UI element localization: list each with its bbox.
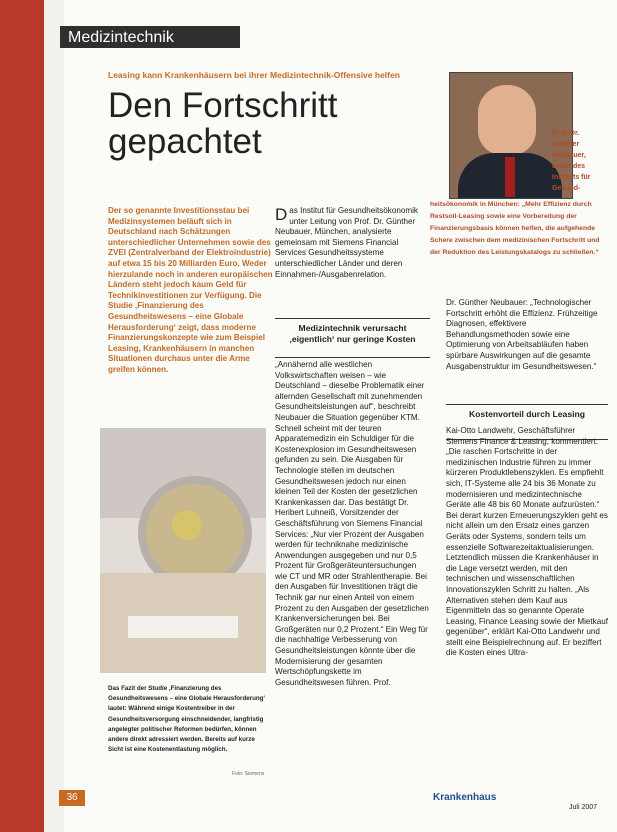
- column-2-subheading: Medizintechnik verursacht ‚eigentlich‘ nur geringe Kosten: [275, 318, 430, 358]
- column-2-opening: [275, 206, 430, 280]
- white-page-edge: [44, 0, 64, 832]
- portrait-tie: [505, 157, 515, 197]
- scanner-bore: [172, 510, 202, 540]
- column-3-body: Kai-Otto Landwehr, Geschäftsführer Siemens Finance & Leasing, kommentiert: „Die raschen Fortschritte in der medizinischen Industrie führen zu immer kürzeren Produktlebenszyklen. Es empfiehlt sich, IT-Systeme alle 24 bis 36 Monate zu modernisieren und medizintechnische Geräte alle 48 bis 60 Monate aufzurüsten.“ Bei derart kurzen Erneuerungszyklen geht es nicht allein um den Ersatz eines ganzen Geräts oder Systems, sondern teils um essenzielle Softwarezeitaktualisierungen. Letztendlich müssen die Krankenhäuser in die Lage versetzt werden, mit den technischen und wissenschaftlichen Innovationszyklen Schritt zu halten. „Als Alternativen stehen dem Kauf aus Eigenmitteln das so genannte Operate Leasing, Finance Leasing sowie der Mietkauf gegenüber“, erklärt Kai-Otto Landwehr und stellt eine Beispielrechnung auf. Er beziffert die Kosten eines Ultra-: [446, 426, 608, 658]
- article-intro: Der so genannte Investitionsstau bei Medizinsystemen beläuft sich in Deutschland nach Schätzungen unterschiedlicher Unternehmen sowie des ZVEI (Zentralverband der Elektroindustrie) auf etwa 15 bis 20 Milliarden Euro. Weder hierzulande noch in anderen europäischen Ländern steht jedoch kaum Geld für Technikinvestitionen zur Verfügung. Die Studie ‚Finanzierung des Gesundheitswesens – eine Globale Herausforderung‘ zeigt, dass moderne Finanzierungskonzepte wie zum Beispiel Leasing, Krankenhäusern in manchen Situationen durchaus unter die Arme greifen können.: [108, 206, 273, 374]
- drop-cap: D: [275, 205, 288, 224]
- section-label: [60, 26, 240, 48]
- issue-date: Juli 2007: [569, 804, 598, 811]
- column-3-opening: Dr. Günther Neubauer: „Technologischer Fortschritt erhöht die Effizienz. Frühzeitige Diagnosen, effektivere Behandlungsmethoden sowie eine Optimierung von Arbeitsabläufen haben spürbare Auswirkungen auf die gesamte Ausgabenstruktur im Gesundheitswesen.“: [446, 298, 598, 371]
- article-headline: Den Fortschritt gepachtet: [108, 86, 338, 161]
- portrait-face: [478, 85, 536, 155]
- image-caption: Das Fazit der Studie ‚Finanzierung des Gesundheitswesens – eine Globale Herausforderung‘ lautet: Während einige Kostentreiber in der Gesundheitsversorgung einschneidender, langfristig angelegter politischer Reformen bedürfen, können andere direkt adressiert werden. Bereits auf kurze Sicht ist eine Kostenentlastung möglich.: [108, 685, 266, 754]
- photo-credit: Foto: Siemens: [232, 771, 265, 777]
- article-kicker: Leasing kann Krankenhäusern bei ihrer Medizintechnik-Offensive helfen: [108, 70, 400, 80]
- section-title: Medizintechnik: [68, 29, 174, 46]
- column-2-body: „Annähernd alle westlichen Volkswirtschaften weisen – wie Deutschland – dieselbe Problematik einer alternden Gesellschaft mit zunehmenden Gesundheitsleistungen auf“, beschreibt Neubauer die Situation gegenüber KTM. Schnell scheint mit der teuren Apparatemedizin ein Schuldiger für die Kostenexplosion im Gesundheitswesen gefunden zu sein. Die Ausgaben für Technologie stellen im deutschen Gesundheitswesen jedoch nur einen kleinen Teil der Kosten der gesetzlichen Krankenkassen dar. Das bestätigt Dr. Heribert Luhneiß, Vorsitzender der Geschäftsführung von Siemens Financial Services: „Nur vier Prozent der Ausgaben werden für techniknahe medizinische Anwendungen ausgegeben und nur 0,5 Prozent für Großgeräteuntersuchungen wie CT und MR oder Strahlentherapie. Bei den Ausgaben für Investitionen trägt die Technik gar nur einen Anteil von einem Prozent zu den Ausgaben der gesetzlichen Krankenversicherungen bei. Bei Großgeräten nur 0,2 Prozent.“ Ein Weg für die nachhaltige Verbesserung von Gesundheitsleistungen könnte über die Modernisierung der gesamten Wertschöpfungskette im Gesundheitswesen führen. Prof.: [275, 360, 429, 687]
- column-3-subheading: Kostenvorteil durch Leasing: [446, 404, 608, 440]
- scanner-table: [128, 616, 238, 638]
- mri-scanner-photo: [100, 428, 266, 673]
- portrait-caption-name: Prof. Dr. Günther Neubauer, Leiter des Instituts für Gesund-: [552, 130, 591, 192]
- red-page-edge: [0, 0, 44, 832]
- portrait-caption-quote: heitsökonomik in München: „Mehr Effizienz durch Restsoll-Leasing sowie eine Vorbereitung der Finanzierungsbasis können helfen, die aufgehende Schere zwischen dem medizinischen Fortschritt und der Reduktion des Leistungskatalogs zu schließen.“: [430, 201, 600, 256]
- publication-logo: Krankenhaus: [433, 792, 497, 803]
- page-number: 36: [59, 790, 85, 806]
- column-2-top-text: as Institut für Gesundheitsökonomik unter Leitung von Prof. Dr. Günther Neubauer, München, analysierte gemeinsam mit Siemens Financial Services Gesundheitssysteme unterschiedlicher Länder und deren Einnahmen-/Ausgabenrelation.: [275, 206, 418, 279]
